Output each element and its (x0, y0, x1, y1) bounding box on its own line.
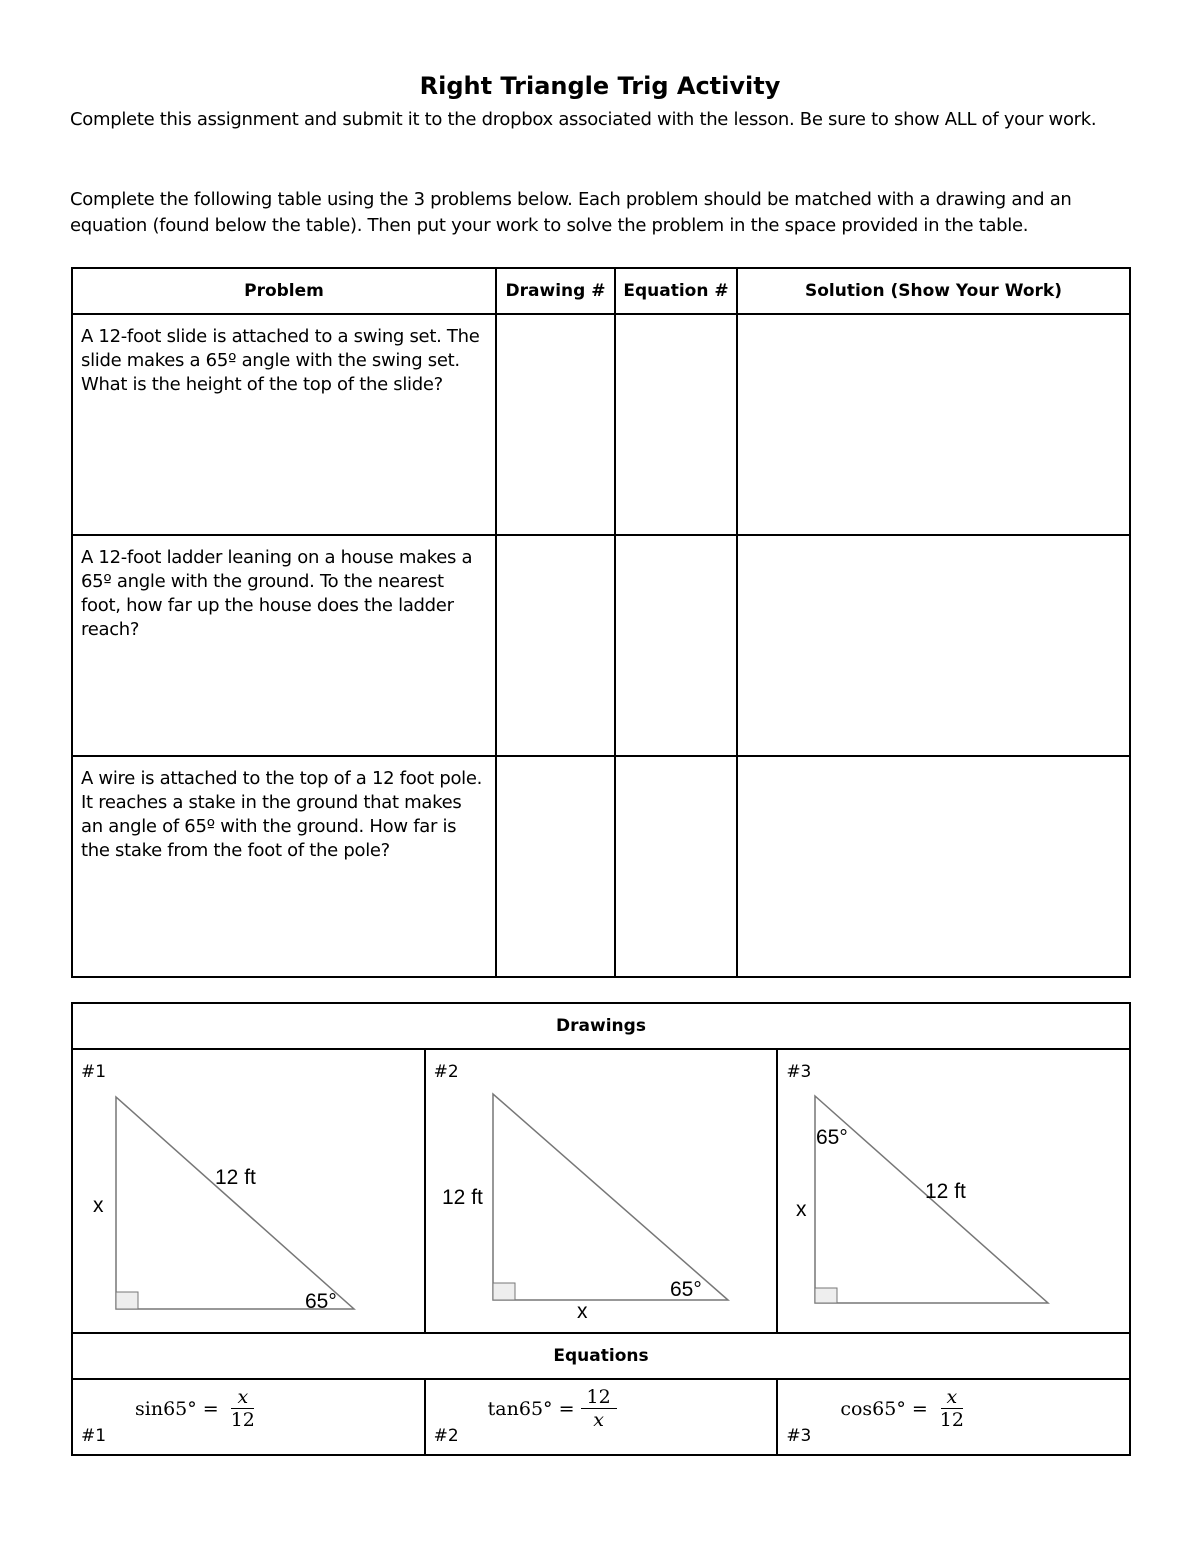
equation-1 (72, 1379, 425, 1455)
solution-cell[interactable] (737, 535, 1130, 756)
problem-cell: A wire is attached to the top of a 12 foot pole. It reaches a stake in the ground that makes an angle of 65º with the ground. How far is the stake from the foot of the pole? (72, 756, 496, 977)
denominator: 12 (939, 1409, 964, 1431)
equation-lhs: cos65° = (840, 1397, 928, 1420)
solution-cell[interactable] (737, 756, 1130, 977)
header-drawing: Drawing # (496, 268, 615, 314)
page-title: Right Triangle Trig Activity (419, 72, 781, 100)
drawing-number: #2 (433, 1062, 459, 1082)
svg-text:x: x (796, 1198, 807, 1221)
header-problem: Problem (72, 268, 496, 314)
drawing-answer-cell[interactable] (496, 535, 615, 756)
svg-text:65°: 65° (305, 1290, 337, 1313)
equation-3 (777, 1379, 1130, 1455)
table-row (72, 314, 1130, 535)
drawing-2 (425, 1049, 778, 1333)
equation-number: #2 (433, 1426, 459, 1446)
numerator: x (231, 1386, 254, 1409)
triangle-3 (778, 1050, 1128, 1332)
intro-text: Complete this assignment and submit it to the dropbox associated with the lesson. Be sure to show ALL of your work. (70, 109, 1097, 130)
table-row (72, 535, 1130, 756)
problem-cell: A 12-foot slide is attached to a swing set. The slide makes a 65º angle with the swing set. What is the height of the top of the slide? (72, 314, 496, 535)
equation-number: #3 (786, 1426, 812, 1446)
drawing-1 (72, 1049, 425, 1333)
denominator: 12 (230, 1409, 255, 1431)
equation-lhs: tan65° = (487, 1397, 575, 1420)
equations-header: Equations (72, 1333, 1130, 1379)
drawing-answer-cell[interactable] (496, 314, 615, 535)
svg-text:65°: 65° (669, 1278, 702, 1301)
equation-answer-cell[interactable] (615, 314, 737, 535)
svg-text:x: x (576, 1300, 588, 1323)
svg-text:x: x (93, 1194, 104, 1217)
drawing-number: #3 (786, 1062, 812, 1082)
equation-lhs: sin65° = (135, 1397, 219, 1420)
problem-table (71, 267, 1131, 978)
drawing-3 (777, 1049, 1130, 1333)
drawings-header: Drawings (72, 1003, 1130, 1049)
drawing-answer-cell[interactable] (496, 756, 615, 977)
header-solution: Solution (Show Your Work) (737, 268, 1130, 314)
triangle-2 (426, 1050, 776, 1332)
equation-answer-cell[interactable] (615, 756, 737, 977)
triangle-1 (73, 1050, 423, 1332)
svg-text:12 ft: 12 ft (215, 1166, 256, 1189)
svg-text:65°: 65° (816, 1126, 849, 1149)
svg-text:12 ft: 12 ft (925, 1180, 967, 1203)
instructions-text: Complete the following table using the 3 problems below. Each problem should be matched with a drawing and an equation (found below the table). Then put your work to solve the problem in the space provided in the table. (70, 189, 1072, 236)
svg-text:12 ft: 12 ft (441, 1186, 483, 1209)
table-row (72, 756, 1130, 977)
header-equation: Equation # (615, 268, 737, 314)
equation-number: #1 (81, 1426, 107, 1446)
numerator: 12 (581, 1386, 617, 1409)
table-header-row (72, 268, 1130, 314)
equation-2 (425, 1379, 778, 1455)
solution-cell[interactable] (737, 314, 1130, 535)
denominator: x (593, 1409, 604, 1431)
problem-cell: A 12-foot ladder leaning on a house makes a 65º angle with the ground. To the nearest foot, how far up the house does the ladder reach? (72, 535, 496, 756)
drawing-number: #1 (81, 1062, 107, 1082)
drawings-equations-table (71, 1002, 1131, 1456)
equation-answer-cell[interactable] (615, 535, 737, 756)
numerator: x (941, 1386, 964, 1409)
